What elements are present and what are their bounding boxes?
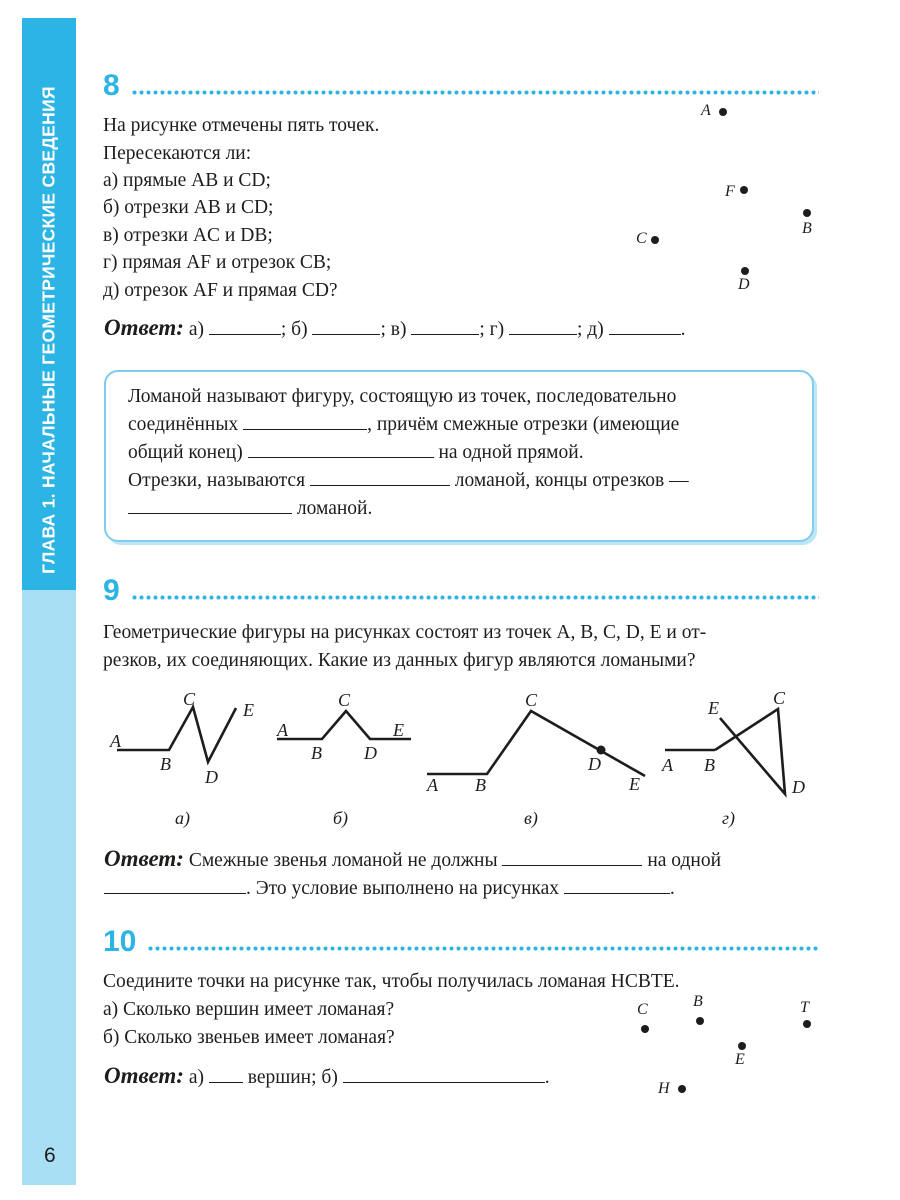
answer-blank[interactable] [312,316,380,335]
answer-word: Ответ: [104,846,184,871]
figure-a [109,690,254,787]
figure-label: E [708,698,719,718]
figure-g-polyline [715,709,785,794]
figure-label: B [704,755,715,775]
point-label: B [802,220,812,237]
task-9-header [103,573,819,609]
dotted-rule [147,946,819,951]
definition-text: общий конец) [128,442,243,463]
task-number: 9 [103,574,120,607]
figure-label: D [205,767,218,787]
point-dot [651,236,659,244]
task-number: 10 [103,925,137,958]
figure-label: A [427,775,438,795]
definition-text: ломаной. [296,498,373,519]
answer-blank[interactable] [209,1064,243,1083]
figure-label: C [773,690,786,708]
answer-word: Ответ: [104,315,184,340]
figure-label: D [588,754,601,774]
dotted-rule [131,90,819,95]
answer-text: . Это условие выполнено на рисунках [246,878,560,899]
definition-text: ломаной, концы отрезков — [454,470,689,491]
task-9-figures [0,690,900,830]
point-dot [803,209,811,217]
task-text-line: а) Сколько вершин имеет ломаная? [103,999,395,1020]
point-label: C [637,1001,648,1018]
figure-b-polyline [277,711,411,739]
point-dot [803,1020,811,1028]
task-text-line: г) прямая AF и отрезок CB; [103,252,332,273]
task-9-answer-line1 [104,845,721,875]
chapter-title: ГЛАВА 1. НАЧАЛЬНЫЕ ГЕОМЕТРИЧЕСКИЕ СВЕДЕНИЯ [38,86,59,574]
figure-label: C [183,690,196,709]
task-10-header [103,924,819,960]
definition-line [128,495,372,523]
definition-text: , причём смежные отрезки (имеющие [367,414,680,435]
definition-line: Ломаной называют фигуру, состоящую из точек, последовательно [128,386,677,407]
definition-blank[interactable] [128,495,292,514]
task-8-header [103,68,819,104]
task-text-line: д) отрезок AF и прямая CD? [103,280,338,301]
figure-label: B [311,743,322,763]
figure-caption: б) [333,808,349,828]
answer-part: ; в) [380,319,407,340]
task-number: 8 [103,69,120,102]
figure-b [276,690,411,763]
figure-caption: г) [722,808,736,828]
answer-blank[interactable] [609,316,681,335]
task-text-line: На рисунке отмечены пять точек. [103,115,380,136]
definition-line [128,411,679,439]
answer-text: Смежные звенья ломаной не должны [188,850,498,871]
definition-text: Отрезки, называются [128,470,306,491]
figure-v [426,690,645,795]
answer-part: ; б) [280,319,308,340]
answer-text: на одной [647,850,722,871]
task-text-line: резков, их соединяющих. Какие из данных фигур являются ломаными? [103,650,696,671]
answer-part: . [680,319,686,340]
figure-label: C [525,690,538,710]
answer-blank[interactable] [411,316,479,335]
figure-v-polyline [427,711,645,776]
page-number: 6 [44,1144,56,1167]
figure-label: D [364,743,377,763]
point-dot [738,1042,746,1050]
definition-line [128,439,584,467]
answer-blank[interactable] [209,316,281,335]
answer-part: а) [188,319,204,340]
task-8-answer [104,314,685,344]
task-text-line: б) Сколько звеньев имеет ломаная? [103,1027,395,1048]
point-label: T [800,999,809,1016]
task-text-line: а) прямые AB и CD; [103,170,271,191]
chapter-tab-lower [22,590,76,1185]
figure-g [661,690,805,797]
figure-caption: в) [524,808,538,828]
answer-blank[interactable] [502,847,642,866]
point-label: E [735,1051,745,1068]
task-10-answer [104,1062,550,1092]
definition-text: соединённых [128,414,239,435]
point-dot [641,1025,649,1033]
task-9-answer-line2 [104,875,675,903]
figure-label: E [629,774,640,794]
figure-label: D [792,777,805,797]
answer-text: . [544,1067,550,1088]
task-text-line: б) отрезки AB и CD; [103,197,274,218]
task-text-line: Пересекаются ли: [103,143,252,164]
point-label: H [658,1080,670,1097]
point-dot [740,186,748,194]
point-label: D [738,276,750,293]
definition-text: на одной прямой. [438,442,584,463]
point-dot [678,1085,686,1093]
figure-label: A [662,755,673,775]
figure-label: B [475,775,486,795]
answer-text: а) [188,1067,204,1088]
figure-caption: а) [175,808,190,828]
point-label: C [636,230,647,247]
answer-blank[interactable] [343,1064,545,1083]
figure-label: C [338,690,351,710]
answer-blank[interactable] [509,316,577,335]
definition-blank[interactable] [243,411,367,430]
answer-part: ; г) [479,319,505,340]
point-dot [719,108,727,116]
dotted-rule [131,595,819,600]
answer-word: Ответ: [104,1063,184,1088]
definition-blank[interactable] [248,439,434,458]
point-dot [696,1017,704,1025]
answer-text: вершин; б) [247,1067,338,1088]
figure-label: E [243,700,254,720]
definition-line [128,467,689,495]
definition-blank[interactable] [310,467,450,486]
figure-label: A [110,731,121,751]
figure-label: B [160,754,171,774]
answer-text: . [669,878,675,899]
answer-blank[interactable] [564,875,670,894]
answer-blank[interactable] [104,875,246,894]
answer-part: ; д) [577,319,604,340]
figure-label: E [393,720,404,740]
point-label: A [701,102,711,119]
point-label: F [725,183,735,200]
task-text-line: Соедините точки на рисунке так, чтобы получилась ломаная HCBTE. [103,971,680,992]
task-text-line: в) отрезки AC и DB; [103,225,273,246]
point-dot [741,267,749,275]
figure-label: A [277,720,288,740]
point-label: B [693,993,703,1010]
task-text-line: Геометрические фигуры на рисунках состоят из точек A, B, C, D, E и от- [103,622,707,643]
figure-a-polyline [117,707,236,762]
